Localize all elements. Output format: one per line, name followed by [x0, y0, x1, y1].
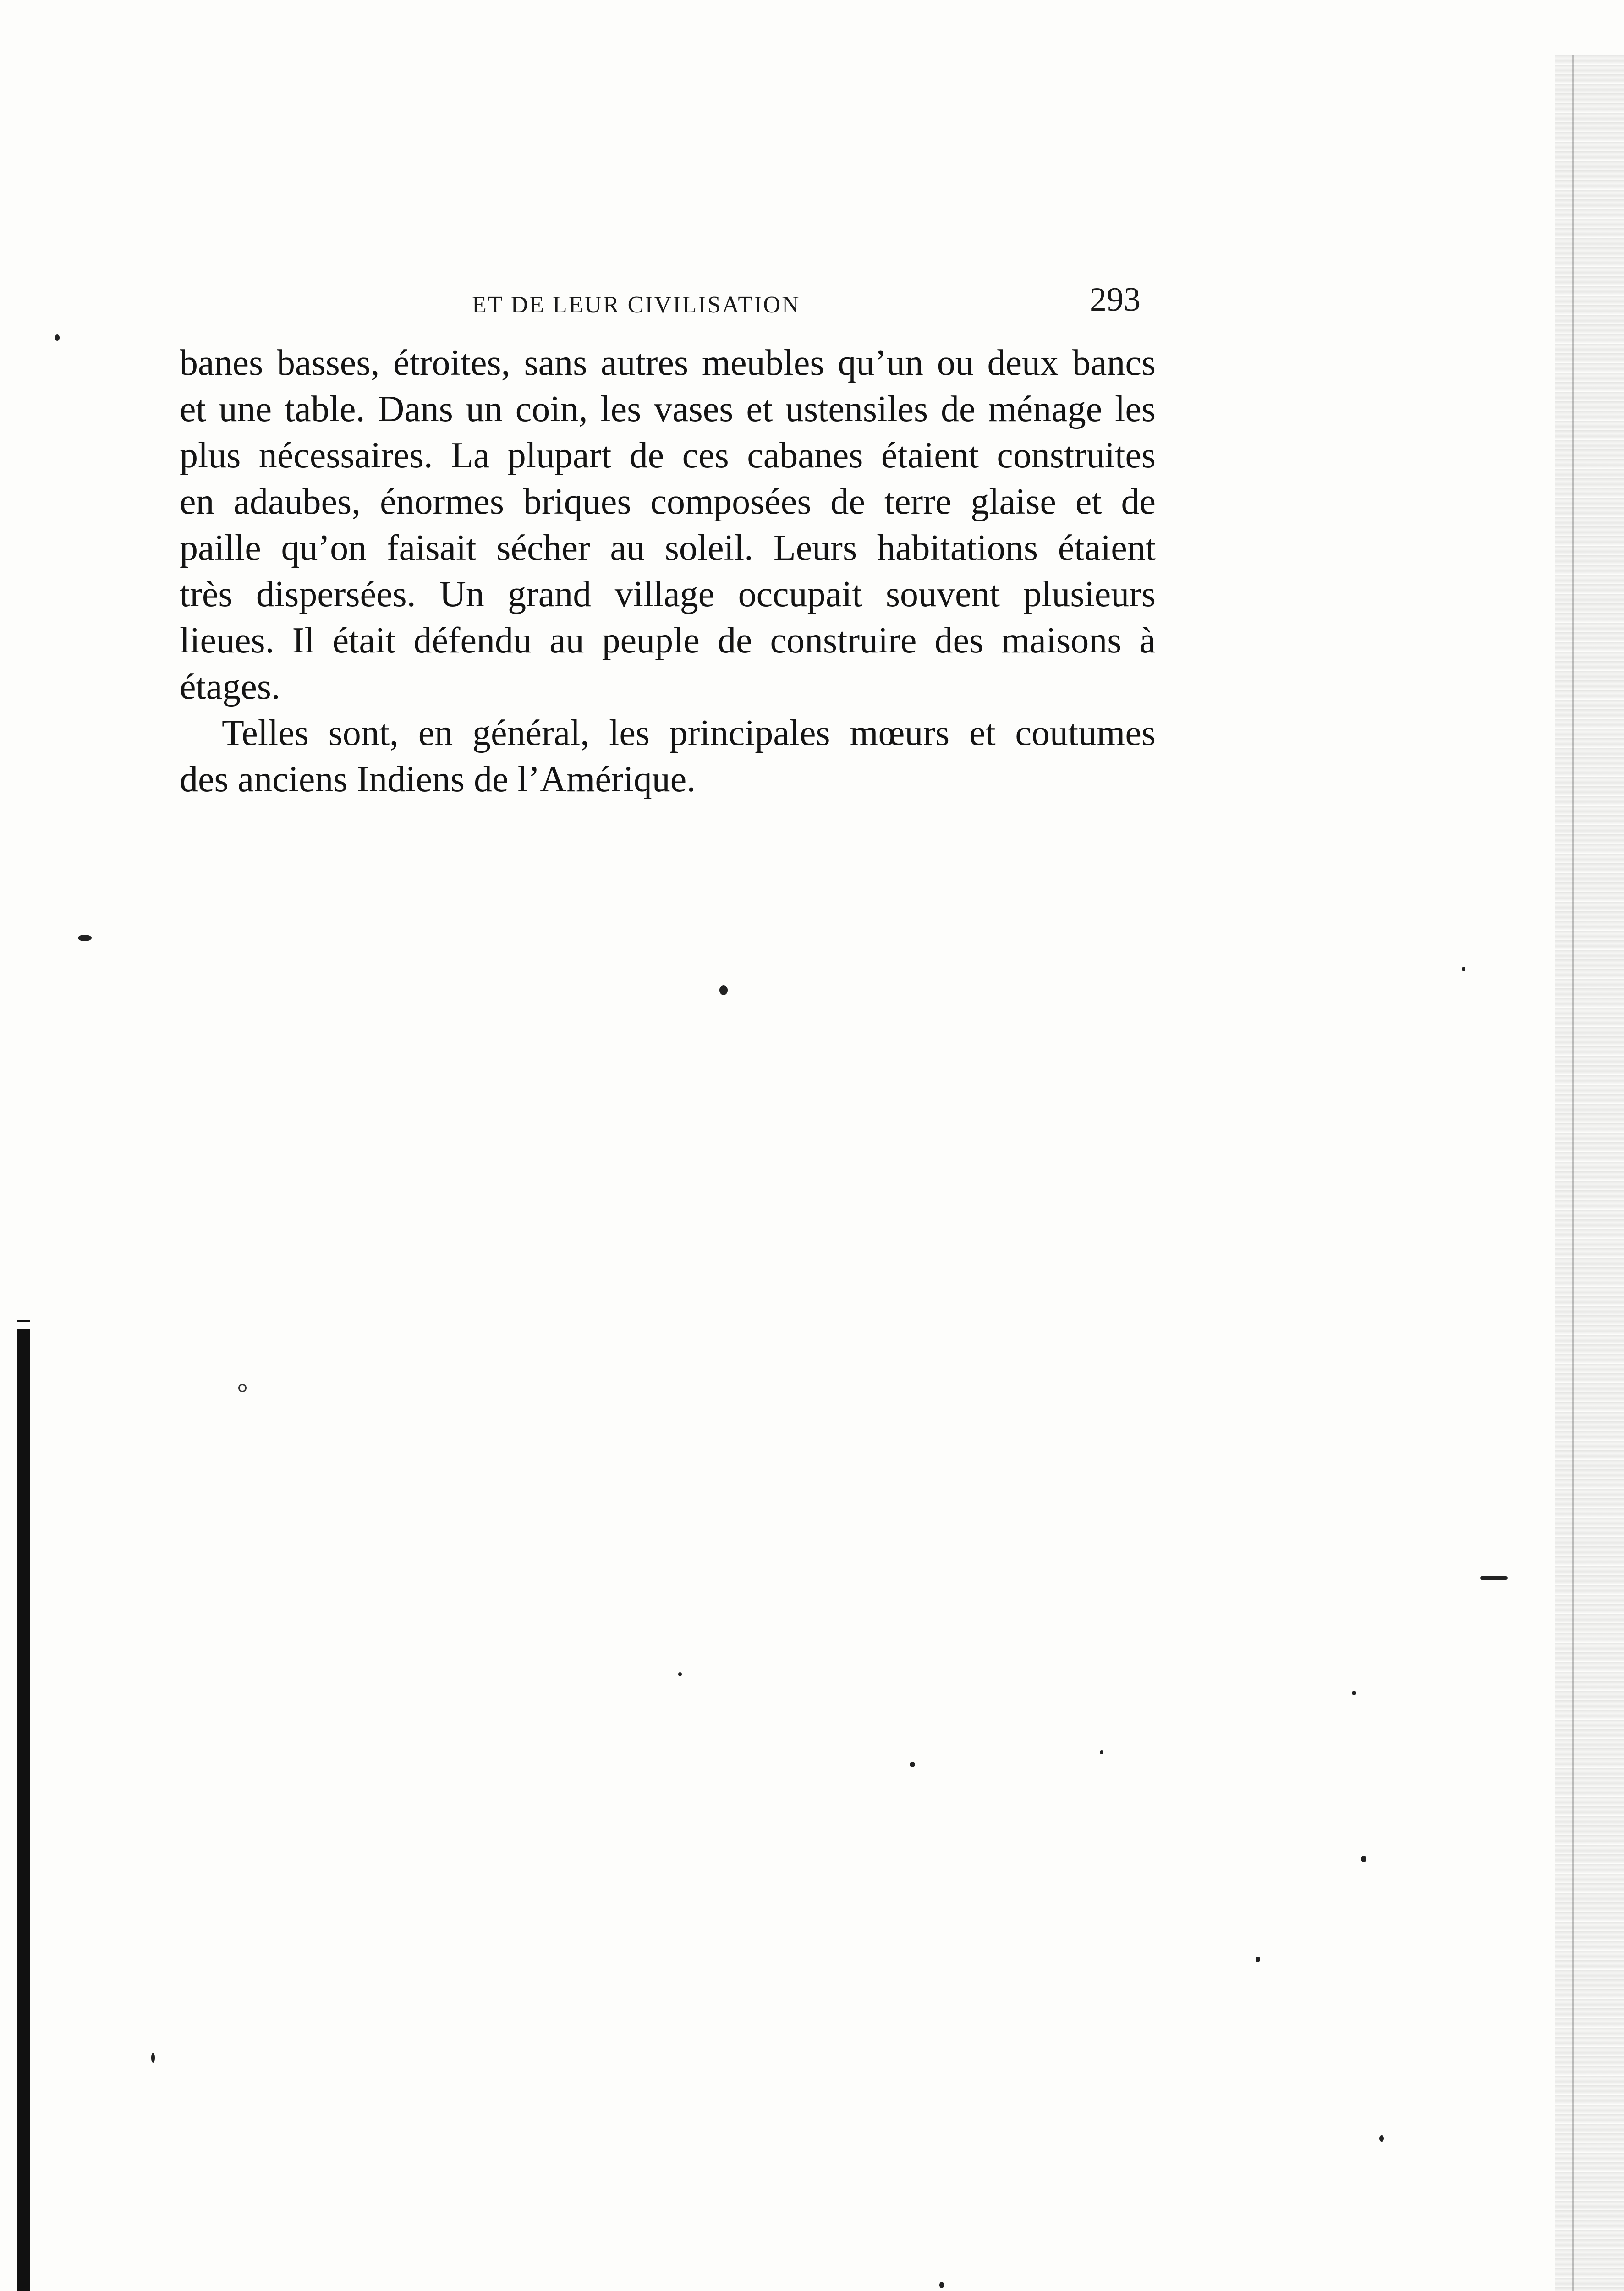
- page-number: 293: [1090, 281, 1141, 318]
- scan-binding-shadow: [17, 1329, 30, 2291]
- text-line: plus nécessaires. La plupart de ces cabanes étaient construites: [180, 435, 1156, 476]
- text-line: en adaubes, énormes briques composées de terre glaise et de: [180, 482, 1156, 522]
- scan-margin-mark: [17, 1320, 30, 1322]
- text-line: banes basses, étroites, sans autres meubles qu’un ou deux bancs: [180, 343, 1156, 383]
- text-line: Telles sont, en général, les principales mœurs et coutumes: [222, 713, 1156, 753]
- text-line: très dispersées. Un grand village occupait souvent plusieurs: [180, 574, 1156, 614]
- body-text: [180, 340, 1156, 803]
- scan-speck: [151, 2053, 155, 2063]
- scan-speck: [78, 935, 92, 941]
- scan-speck: [1361, 1856, 1366, 1862]
- text-line: lieues. Il était défendu au peuple de construire des maisons à: [180, 620, 1156, 661]
- scan-speck: [719, 985, 728, 995]
- scan-speck: [1100, 1750, 1103, 1754]
- scan-speck: [678, 1672, 682, 1676]
- text-line: et une table. Dans un coin, les vases et ustensiles de ménage les: [180, 389, 1156, 429]
- scan-edge-noise: [1555, 55, 1624, 2291]
- scan-speck: [55, 334, 60, 341]
- scan-speck: [1462, 967, 1465, 971]
- running-header: ET DE LEUR CIVILISATION: [472, 292, 801, 318]
- scan-speck: [1256, 1957, 1260, 1962]
- scan-speck: [939, 2282, 944, 2288]
- scan-speck: [238, 1384, 247, 1392]
- scan-speck: [1379, 2135, 1384, 2142]
- text-line: des anciens Indiens de l’Amérique.: [180, 759, 696, 800]
- text-line: paille qu’on faisait sécher au soleil. Leurs habitations étaient: [180, 528, 1156, 568]
- text-line: étages.: [180, 667, 280, 707]
- scan-speck: [1352, 1691, 1356, 1695]
- scan-speck: [1480, 1576, 1508, 1580]
- scan-edge-line: [1572, 55, 1574, 2291]
- scan-speck: [910, 1762, 915, 1767]
